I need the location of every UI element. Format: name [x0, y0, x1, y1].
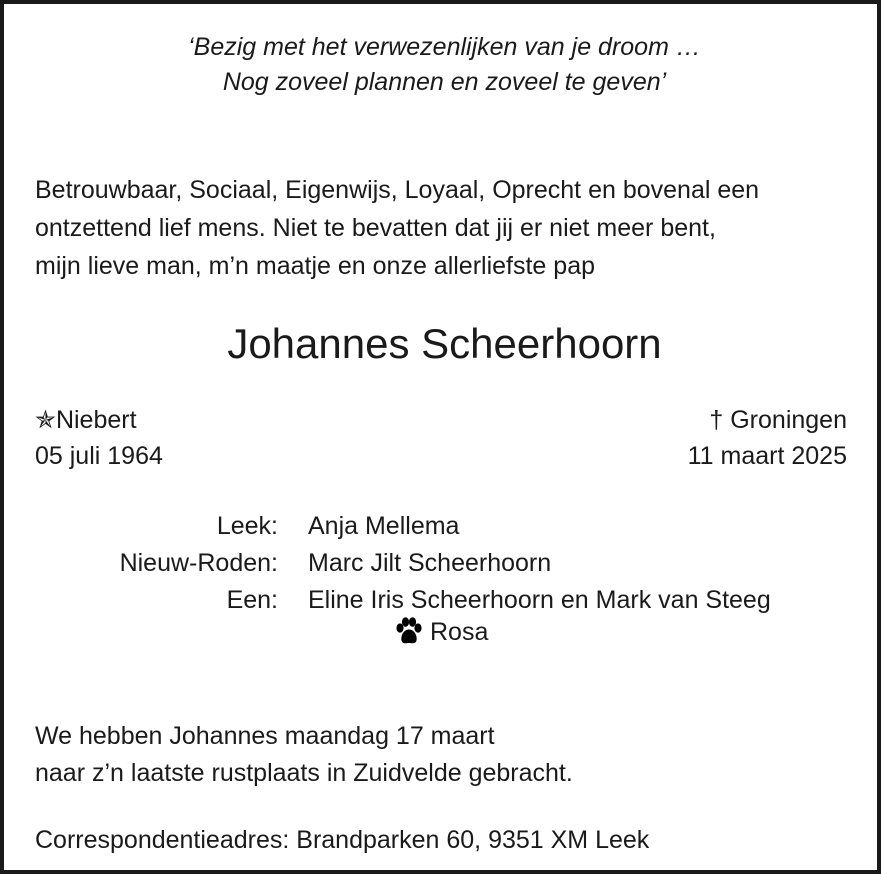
funeral-line-2: naar z’n laatste rustplaats in Zuidvelde gebracht. — [35, 759, 573, 787]
family-row — [4, 508, 881, 545]
death-date: 11 maart 2025 — [687, 442, 847, 470]
family-names: Marc Jilt Scheerhoorn — [308, 549, 552, 577]
family-names: Eline Iris Scheerhoorn en Mark van Steeg — [308, 586, 771, 614]
funeral-text — [35, 718, 573, 792]
family-row — [4, 582, 881, 619]
pet-line — [394, 616, 488, 648]
intro-line-2: ontzettend lief mens. Niet te bevatten dat jij er niet meer bent, — [35, 214, 716, 242]
intro-text — [35, 171, 865, 285]
birth-date: 05 juli 1964 — [35, 442, 163, 470]
pet-name: Rosa — [430, 618, 489, 646]
intro-line-1: Betrouwbaar, Sociaal, Eigenwijs, Loyaal, Oprecht en bovenal een — [35, 176, 760, 204]
paw-icon — [394, 616, 424, 646]
family-row — [4, 545, 881, 582]
birth-place: ✯Niebert — [35, 406, 137, 434]
birth-info — [35, 402, 163, 474]
death-place: † Groningen — [709, 406, 847, 434]
family-place: Een: — [226, 586, 278, 614]
quote-line-1: ‘Bezig met het verwezenlijken van je droom … — [188, 33, 701, 61]
deceased-name: Johannes Scheerhoorn — [227, 320, 662, 367]
family-place: Nieuw-Roden: — [119, 549, 278, 577]
intro-line-3: mijn lieve man, m’n maatje en onze allerliefste pap — [35, 252, 595, 280]
death-info — [688, 402, 847, 474]
correspondence-address: Correspondentieadres: Brandparken 60, 9351 XM Leek — [35, 826, 650, 854]
family-list — [4, 508, 881, 619]
family-names: Anja Mellema — [308, 512, 460, 540]
family-place: Leek: — [216, 512, 278, 540]
quote-line-2: Nog zoveel plannen en zoveel te geven’ — [222, 68, 667, 96]
funeral-line-1: We hebben Johannes maandag 17 maart — [35, 722, 495, 750]
